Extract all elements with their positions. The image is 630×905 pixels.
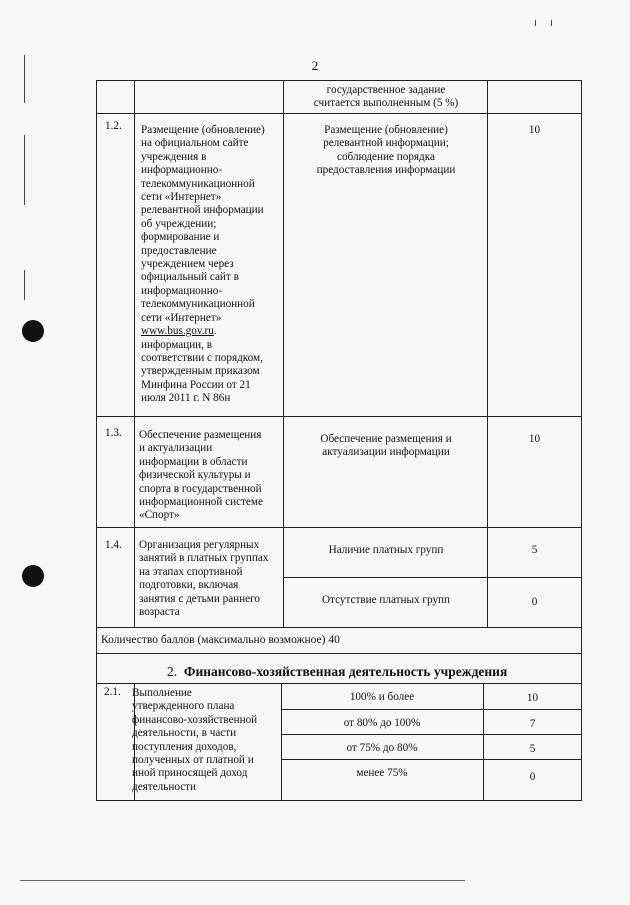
- bus-gov-link[interactable]: www.bus.gov.ru: [141, 325, 214, 338]
- scan-mark: [551, 20, 552, 26]
- row-criterion: Отсутствие платных групп: [321, 594, 451, 606]
- section-number: 2.: [167, 664, 178, 679]
- row-criterion: 100% и более: [349, 691, 415, 703]
- binder-hole-bottom: [22, 565, 44, 587]
- table-rule: [96, 627, 582, 628]
- row-criterion: Обеспечение размещения и актуализации информации: [320, 433, 452, 459]
- table-rule: [96, 683, 582, 684]
- row-title-text: . информации, в соответствии с порядком, утвержденным приказом Минфина России от 21 июля 2011 г. N 86н: [141, 325, 263, 405]
- row-title-2-1: Выполнение утвержденного плана финансово-хозяйственной деятельности, в части поступления доходов, полученных от платной и иной приносящей доход деятельности: [132, 687, 258, 793]
- row-points: 10: [528, 124, 541, 136]
- row-title-1-3: Обеспечение размещения и актуализации информации в области физической культуры и спорта в государственной информационной системе «Спорт»: [139, 429, 263, 522]
- row-criterion: Наличие платных групп: [328, 544, 444, 556]
- scan-mark: [24, 55, 25, 103]
- section-2-title: [167, 664, 507, 680]
- row-points: 10: [528, 433, 541, 445]
- table-rule: [281, 709, 582, 710]
- row-number: 1.3.: [105, 427, 122, 439]
- section-heading: Финансово-хозяйственная деятельность учреждения: [183, 664, 508, 679]
- table-border-right: [581, 80, 582, 800]
- scan-mark: [24, 270, 25, 300]
- table-rule: [96, 653, 582, 654]
- row-number: 1.4.: [105, 539, 122, 551]
- row-title-text: Размещение (обновление) на официальном сайте учреждения в информационно- телекоммуникационной сети «Интернет» релевантной информации об учреждении; формирование и предоставление учреждением через официальный сайт в информационно- телекоммуникационной сети «Интернет»: [141, 124, 265, 324]
- row-title-1-4: Организация регулярных занятий в платных группах на этапах спортивной подготовки, включая занятия с детьми раннего возраста: [139, 539, 269, 619]
- row-points: 10: [526, 692, 539, 704]
- table-border-left: [96, 80, 97, 800]
- row-number: 1.2.: [105, 120, 122, 132]
- table-rule: [96, 527, 582, 528]
- row-points: 5: [531, 544, 538, 556]
- row-points: 5: [529, 743, 536, 755]
- scan-mark: [535, 20, 536, 26]
- row-criterion: от 80% до 100%: [343, 717, 421, 729]
- row-criterion: менее 75%: [356, 767, 408, 779]
- criterion-continuation: государственное задание считается выполненным (5 %): [313, 84, 459, 110]
- row-points: 0: [531, 596, 538, 608]
- total-points-label: Количество баллов (максимально возможное) 40: [101, 634, 340, 646]
- row-criterion: Размещение (обновление) релевантной информации; соблюдение порядка предоставления информации: [316, 124, 456, 177]
- scan-mark: [20, 880, 465, 881]
- table-rule: [96, 416, 582, 417]
- table-rule: [281, 759, 582, 760]
- row-criterion: от 75% до 80%: [346, 742, 418, 754]
- table-rule: [283, 577, 582, 578]
- row-points: 7: [529, 718, 536, 730]
- row-number: 2.1.: [104, 686, 121, 698]
- table-rule: [96, 80, 582, 81]
- binder-hole-top: [22, 320, 44, 342]
- table-rule: [96, 113, 582, 114]
- row-title-1-2: [141, 124, 286, 406]
- table-rule: [281, 734, 582, 735]
- table-column-divider: [134, 80, 135, 627]
- table-rule: [96, 800, 582, 801]
- page-number: 2: [311, 58, 319, 73]
- row-points: 0: [529, 771, 536, 783]
- scan-mark: [24, 135, 25, 205]
